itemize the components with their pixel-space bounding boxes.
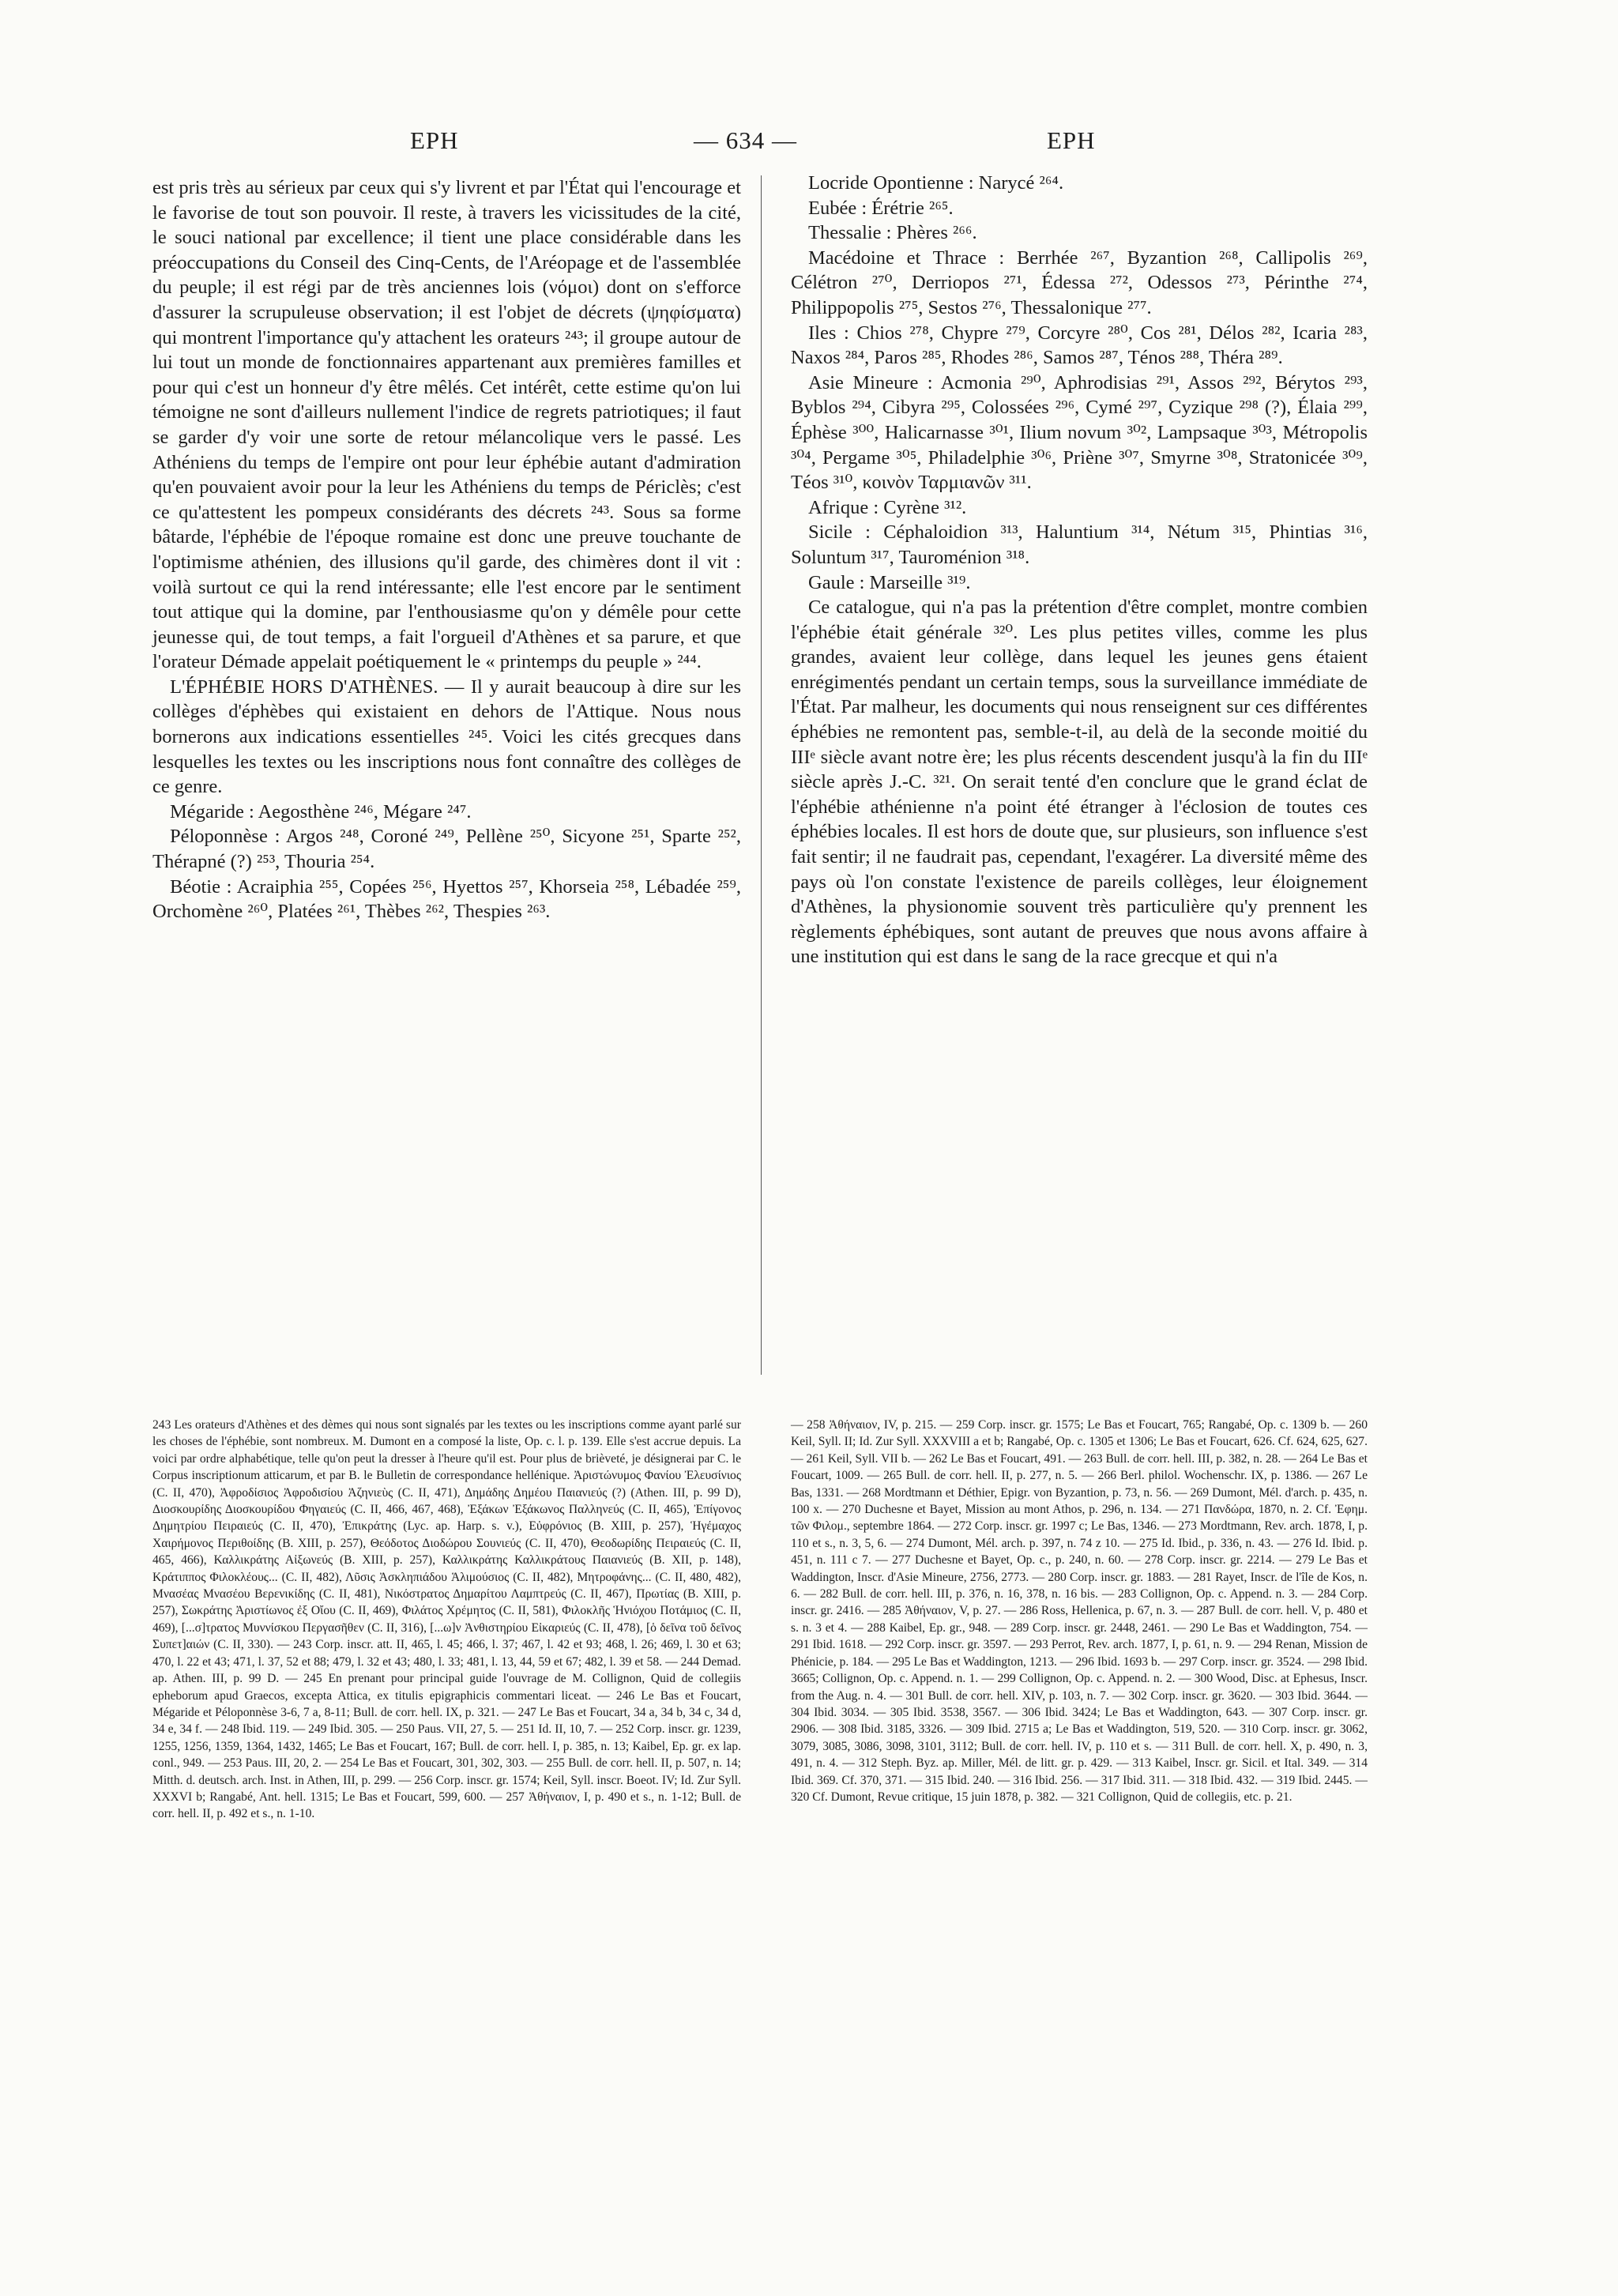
column-divider bbox=[761, 175, 762, 1375]
paragraph: Thessalie : Phères ²⁶⁶. bbox=[808, 222, 977, 244]
paragraph: Afrique : Cyrène ³¹². bbox=[808, 496, 967, 518]
section-heading-paragraph: L'ÉPHÉBIE HORS D'ATHÈNES. — Il y aurait beaucoup à dire sur les collèges d'éphèbes qui existaient en dehors de l'Attique. Nous nous bornerons aux indications essentielles ²⁴⁵. Voici les cités grecques dans lesquelles les textes ou les inscriptions nous font connaître des collèges de ce genre. bbox=[152, 676, 741, 798]
paragraph: Gaule : Marseille ³¹⁹. bbox=[808, 571, 971, 593]
footnote-text: — 258 Ἀθήναιον, IV, p. 215. — 259 Corp. inscr. gr. 1575; Le Bas et Foucart, 765; Rangabé, Op. c. 1309 b. — 260 Keil, Syll. II; Id. Zur Syll. XXXVIII a et b; Rangabé, Op. c. 1305 et 1306; Le Bas et Foucart, 626. Cf. 624, 625, 627. — 261 Keil, Syll. VII b. — 262 Le Bas et Foucart, 491. — 263 Bull. de corr. hell. III, p. 382, n. 28. — 264 Le Bas et Foucart, 1009. — 265 Bull. de corr. hell. II, p. 277, n. 5. — 266 Berl. philol. Wochenschr. IX, p. 1386. — 267 Le Bas, 1331. — 268 Mordtmann et Déthier, Epigr. von Byzantion, p. 73, n. 56. — 269 Dumont, Mél. d'arch. p. 435, n. 100 x. — 270 Duchesne et Bayet, Mission au mont Athos, p. 296, n. 134. — 271 Πανδώρα, 1870, n. 2. Cf. Ἐφημ. τῶν Φιλομ., septembre 1864. — 272 Corp. inscr. gr. 1997 c; Le Bas, 1346. — 273 Mordtmann, Rev. arch. 1878, I, p. 110 et s., n. 3, 5, 6. — 274 Dumont, Mél. arch. p. 397, n. 74 z 10. — 275 Id. Ibid., p. 336, n. 43. — 276 Id. Ibid. p. 451, n. 111 c 7. — 277 Duchesne et Bayet, Op. c., p. 240, n. 60. — 278 Corp. inscr. gr. 2214. — 279 Le Bas et Waddington, Inscr. d'Asie Mineure, 2756, 2773. — 280 Corp. inscr. gr. 1883. — 281 Rayet, Inscr. de l'île de Kos, n. 6. — 282 Bull. de corr. hell. III, p. 376, n. 16, 378, n. 16 bis. — 283 Collignon, Op. c. Append. n. 3. — 284 Corp. inscr. gr. 2416. — 285 Ἀθήναιον, V, p. 27. — 286 Ross, Hellenica, p. 67, n. 3. — 287 Bull. de corr. hell. V, p. 480 et s. n. 3 et 4. — 288 Kaibel, Ep. gr., 948. — 289 Corp. inscr. gr. 2448, 2461. — 290 Le Bas et Waddington, 754. — 291 Ibid. 1618. — 292 Corp. inscr. gr. 3597. — 293 Perrot, Rev. arch. 1877, I, p. 61, n. 9. — 294 Renan, Mission de Phénicie, p. 184. — 295 Le Bas et Waddington, 1213. — 296 Ibid. 1693 b. — 297 Corp. inscr. gr. 3524. — 298 Ibid. 3665; Collignon, Op. c. Append. n. 1. — 299 Collignon, Op. c. Append. n. 2. — 300 Wood, Disc. at Ephesus, Inscr. from the Aug. n. 4. — 301 Bull. de corr. hell. XIV, p. 103, n. 7. — 302 Corp. inscr. gr. 3620. — 303 Ibid. 3644. — 304 Ibid. 3034. — 305 Ibid. 3538, 3567. — 306 Ibid. 3424; Le Bas et Waddington, 643. — 307 Corp. inscr. gr. 2906. — 308 Ibid. 3185, 3326. — 309 Ibid. 2715 a; Le Bas et Waddington, 519, 520. — 310 Corp. inscr. gr. 3062, 3079, 3085, 3086, 3098, 3101, 3112; Bull. de corr. hell. IV, p. 110 et s. — 311 Bull. de corr. hell. X, p. 490, n. 3, 491, n. 4. — 312 Steph. Byz. ap. Miller, Mél. de litt. gr. p. 429. — 313 Kaibel, Inscr. gr. Sicil. et Ital. 349. — 314 Ibid. 369. Cf. 370, 371. — 315 Ibid. 240. — 316 Ibid. 256. — 317 Ibid. 311. — 318 Ibid. 432. — 319 Ibid. 2445. — 320 Cf. Dumont, Revue critique, 15 juin 1878, p. 382. — 321 Collignon, Quid de collegiis, etc. p. 21. bbox=[791, 1418, 1368, 1804]
page-number: — 634 — bbox=[694, 126, 797, 154]
footnotes-left bbox=[152, 1417, 741, 1823]
paragraph: Asie Mineure : Acmonia ²⁹⁰, Aphrodisias ²⁹¹, Assos ²⁹², Bérytos ²⁹³, Byblos ²⁹⁴, Cibyra ²⁹⁵, Colossées ²⁹⁶, Cymé ²⁹⁷, Cyzique ²⁹⁸ (?), Élaia ²⁹⁹, Éphèse ³⁰⁰, Halicarnasse ³⁰¹, Ilium novum ³⁰², Lampsaque ³⁰³, Métropolis ³⁰⁴, Pergame ³⁰⁵, Philadelphie ³⁰⁶, Priène ³⁰⁷, Smyrne ³⁰⁸, Stratonicée ³⁰⁹, Téos ³¹⁰, κοινὸν Ταρμιανῶν ³¹¹. bbox=[791, 371, 1368, 494]
left-column bbox=[152, 175, 741, 924]
paragraph: Iles : Chios ²⁷⁸, Chypre ²⁷⁹, Corcyre ²⁸⁰, Cos ²⁸¹, Délos ²⁸², Icaria ²⁸³, Naxos ²⁸⁴, Paros ²⁸⁵, Rhodes ²⁸⁶, Samos ²⁸⁷, Ténos ²⁸⁸, Théra ²⁸⁹. bbox=[791, 322, 1368, 369]
paragraph: Ce catalogue, qui n'a pas la prétention d'être complet, montre combien l'éphébie était générale ³²⁰. Les plus petites villes, comme les plus grandes, avaient leur collège, dans lequel les jeunes gens étaient enrégimentés pendant un certain temps, sous la surveillance immédiate de l'État. Par malheur, les documents qui nous renseignent sur ces différentes éphébies ne remontent pas, semble-t-il, au delà de la seconde moitié du IIIᵉ siècle avant notre ère; les plus récents descendent jusqu'à la fin du IIIᵉ siècle après J.-C. ³²¹. On serait tenté d'en conclure que le grand éclat de l'éphébie athénienne n'a point été étranger à l'éclosion de toutes ces éphébies locales. Il est hors de doute que, sur plusieurs, son influence s'est fait sentir; il ne faudrait pas, cependant, l'exagérer. La diversité même des pays où l'on constate l'existence de pareils collèges, leur éloignement d'Athènes, la physionomie souvent très particulière qu'y prennent les règlements éphébiques, sont autant de preuves que nous avons affaire à une institution qui est dans le sang de la race grecque et qui n'a bbox=[791, 597, 1368, 968]
right-column bbox=[791, 171, 1368, 969]
paragraph: Eubée : Érétrie ²⁶⁵. bbox=[808, 197, 954, 219]
paragraph: Péloponnèse : Argos ²⁴⁸, Coroné ²⁴⁹, Pellène ²⁵⁰, Sicyone ²⁵¹, Sparte ²⁵², Thérapné (?) ²⁵³, Thouria ²⁵⁴. bbox=[152, 826, 741, 873]
running-head-right: EPH bbox=[1047, 126, 1096, 154]
paragraph: Locride Opontienne : Narycé ²⁶⁴. bbox=[808, 172, 1064, 194]
footnote-text: 243 Les orateurs d'Athènes et des dèmes qui nous sont signalés par les textes ou les inscriptions comme ayant parlé sur les choses de l'éphébie, sont nombreux. M. Dumont en a composé la liste, Op. c. l. p. 139. Elle s'est accrue depuis. La voici par ordre alphabétique, telle qu'on peut la dresser à l'heure qu'il est. Pour plus de brièveté, je désignerai par C. le Corpus inscriptionum atticarum, et par B. le Bulletin de correspondance hellénique. Ἀριστώνυμος Φανίου Ἐλευσίνιος (C. II, 470), Ἀφροδίσιος Ἀφροδισίου Ἀζηνιεὺς (C. II, 471), Δημάδης Δημέου Παιανιεύς (?) (Athen. III, p. 99 D), Διοσκουρίδης Διοσκουρίδου Φηγαιεύς (C. II, 466, 467, 468), Ἐξάκων Ἐξάκωνος Παλληνεύς (C. II, 465), Ἐπίγονος Δημητρίου Πειραιεύς (C. II, 470), Ἐπικράτης (Lyc. ap. Harp. s. v.), Εὐφρόνιος (B. XIII, p. 257), Ἡγέμαχος Χαιρήμονος Περιθοίδης (B. XIII, p. 257), Θεόδοτος Διοδώρου Σουνιεύς (C. II, 470), Θεοδωρίδης Πειραιεύς (C. II, 465, 466), Καλλικράτης Αἰξωνεύς (B. XIII, p. 257), Καλλικράτης Καλλικράτους Παιανιεύς (B. XII, p. 148), Κράτιππος Φιλοκλέους... (C. II, 482), Λῦσις Ἀσκληπιάδου Ἁλιμούσιος (C. II, 482), Μητροφάνης... (C. II, 480, 482), Μνασέας Μνασέου Βερενικίδης (C. II, 481), Νικόστρατος Δημαρίτου Λαμπτρεύς (C. II, 467), Πρωτίας (B. XIII, p. 257), Σωκράτης Ἀριστίωνος ἐξ Οἴου (C. II, 469), Φιλάτος Χρέμητος (C. II, 581), Φιλοκλῆς Ἡνιόχου Ποτάμιος (C. II, 469), [...σ]τρατος Μυννίσκου Περγασῆθεν (C. II, 316), [...ω]ν Ἀνθιστηρίου Εἰκαριεύς (C. II, 478), [ὁ δεῖνα τοῦ δεῖνος Συπετ]αιών (C. II, 330). — 243 Corp. inscr. att. II, 465, l. 45; 466, l. 37; 467, l. 42 et 93; 468, l. 26; 469, l. 30 et 63; 470, l. 22 et 43; 471, l. 37, 52 et 88; 479, l. 32 et 43; 480, l. 33; 481, l. 13, 44, 59 et 67; 482, l. 39 et 58. — 244 Demad. ap. Athen. III, p. 99 D. — 245 En prenant pour principal guide l'ouvrage de M. Collignon, Quid de collegiis epheborum apud Graecos, excepta Attica, ex titulis epigraphicis commentari liceat. — 246 Le Bas et Foucart, Mégaride et Péloponnèse 3-6, 7 a, 8-11; Bull. de corr. hell. IX, p. 321. — 247 Le Bas et Foucart, 34 a, 34 b, 34 c, 34 d, 34 e, 34 f. — 248 Ibid. 119. — 249 Ibid. 305. — 250 Paus. VII, 27, 5. — 251 Id. II, 10, 7. — 252 Corp. inscr. gr. 1239, 1255, 1256, 1359, 1364, 1432, 1465; Le Bas et Foucart, 167; Bull. de corr. hell. I, p. 385, n. 13; Kaibel, Ep. gr. ex lap. conl., 949. — 253 Paus. III, 20, 2. — 254 Le Bas et Foucart, 301, 302, 303. — 255 Bull. de corr. hell. II, p. 507, n. 14; Mitth. d. deutsch. arch. Inst. in Athen, III, p. 299. — 256 Corp. inscr. gr. 1574; Keil, Syll. inscr. Boeot. IV; Id. Zur Syll. XXXVI b; Rangabé, Ant. hell. 1315; Le Bas et Foucart, 599, 600. — 257 Ἀθήναιον, I, p. 490 et s., n. 1-12; Bull. de corr. hell. II, p. 492 et s., n. 1-10. bbox=[152, 1418, 741, 1821]
running-head-left: EPH bbox=[410, 126, 459, 154]
paragraph: Mégaride : Aegosthène ²⁴⁶, Mégare ²⁴⁷. bbox=[170, 800, 472, 822]
footnotes-right bbox=[791, 1417, 1368, 1805]
paragraph: Sicile : Céphaloidion ³¹³, Haluntium ³¹⁴, Nétum ³¹⁵, Phintias ³¹⁶, Soluntum ³¹⁷, Tauroménion ³¹⁸. bbox=[791, 521, 1368, 568]
paragraph: Béotie : Acraiphia ²⁵⁵, Copées ²⁵⁶, Hyettos ²⁵⁷, Khorseia ²⁵⁸, Lébadée ²⁵⁹, Orchomène ²⁶⁰, Platées ²⁶¹, Thèbes ²⁶², Thespies ²⁶³. bbox=[152, 875, 741, 923]
paragraph: est pris très au sérieux par ceux qui s'y livrent et par l'État qui l'encourage et le favorise de tout son pouvoir. Il reste, à travers les vicissitudes de la cité, le souci national par excellence; il tient une place considérable dans les préoccupations du Conseil des Cinq-Cents, de l'Aréopage et de l'assemblée du peuple; il est régi par de très anciennes lois (νόμοι) dont on s'efforce d'assurer la scrupuleuse observation; il est l'objet de décrets (ψηφίσματα) qui montrent l'importance qu'y attachent les orateurs ²⁴³; il groupe autour de lui tout un monde de fonctionnaires appartenant aux premières familles et pour qui c'est un honneur d'y être mêlés. Cet intérêt, cette estime qu'on lui témoigne ne sont d'ailleurs nullement l'indice de regrets patriotiques; il faut se garder d'y voir une sorte de retour mélancolique vers le passé. Les Athéniens du temps de l'empire ont pour leur éphébie autant d'admiration qu'en pouvaient avoir pour la leur les Athéniens du temps de Périclès; c'est ce qu'attestent les pompeux considérants des décrets ²⁴³. Sous sa forme bâtarde, l'éphébie de l'époque romaine est donc une preuve touchante de l'optimisme athénien, des illusions qu'il garde, des chimères dont il vit : voilà surtout ce qui la rend intéressante; elle l'est encore par le sentiment tout attique qui la domine, par l'enthousiasme qu'on y démêle pour cette jeunesse qui, de tout temps, a fait l'orgueil d'Athènes et sa parure, et que l'orateur Démade appelait poétiquement le « printemps du peuple » ²⁴⁴. bbox=[152, 177, 741, 673]
paragraph: Macédoine et Thrace : Berrhée ²⁶⁷, Byzantion ²⁶⁸, Callipolis ²⁶⁹, Célétron ²⁷⁰, Derriopos ²⁷¹, Édessa ²⁷², Odessos ²⁷³, Périnthe ²⁷⁴, Philippopolis ²⁷⁵, Sestos ²⁷⁶, Thessalonique ²⁷⁷. bbox=[791, 247, 1368, 318]
